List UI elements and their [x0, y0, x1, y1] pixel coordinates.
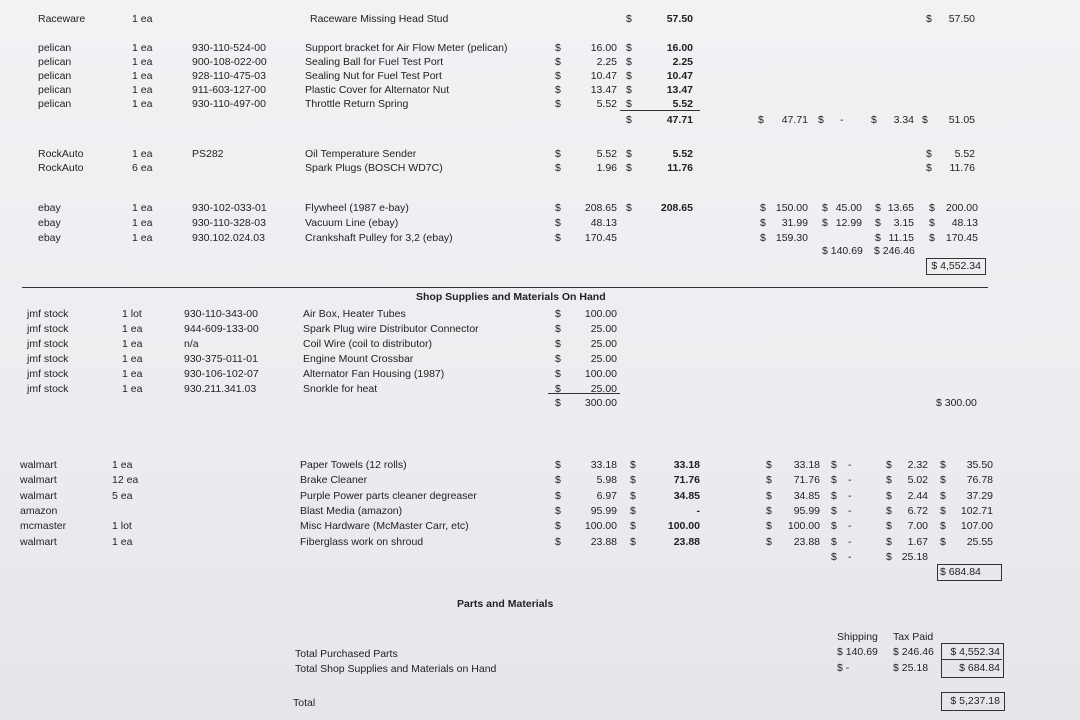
dollar-sign: $: [626, 202, 632, 214]
summary-title: Parts and Materials: [457, 598, 554, 610]
qty-cell: 1 ea: [122, 338, 143, 350]
vendor-cell: pelican: [38, 70, 72, 82]
description-cell: Oil Temperature Sender: [305, 148, 417, 160]
dollar-sign: $: [940, 459, 946, 471]
dollar-sign: $: [555, 217, 561, 229]
tax-cell: 2.44: [907, 490, 928, 502]
vendor-cell: ebay: [38, 232, 61, 244]
description-cell: Alternator Fan Housing (1987): [303, 368, 445, 380]
description-cell: Support bracket for Air Flow Meter (pelican): [305, 42, 508, 54]
pelican-tax: 3.34: [893, 114, 914, 126]
description-cell: Misc Hardware (McMaster Carr, etc): [300, 520, 469, 532]
dollar-sign: $: [626, 13, 632, 25]
part-number-cell: 930-375-011-01: [184, 353, 258, 365]
value-cell: 100.00: [584, 368, 617, 380]
value-cell: 25.00: [590, 383, 617, 395]
line-total-cell: 10.47: [666, 70, 693, 82]
dollar-sign: $: [555, 490, 561, 502]
qty-cell: 1 ea: [122, 353, 143, 365]
part-number-cell: 911-603-127-00: [192, 84, 266, 96]
vendor-cell: pelican: [38, 84, 72, 96]
dollar-sign: $: [630, 474, 636, 486]
pelican-shipping: -: [840, 114, 844, 126]
cost-cell: 23.88: [793, 536, 820, 548]
line-total-cell: 2.25: [672, 56, 693, 68]
vendor-cell: jmf stock: [27, 368, 69, 380]
dollar-sign: $: [760, 202, 766, 214]
description-cell: Plastic Cover for Alternator Nut: [305, 84, 450, 96]
dollar-sign: $: [822, 217, 828, 229]
grand-total-label: Total: [293, 697, 316, 709]
vendor-cell: ebay: [38, 217, 61, 229]
dollar-sign: $: [555, 520, 561, 532]
qty-cell: 1 ea: [132, 84, 153, 96]
ebay-d-cell: 200.00: [945, 202, 978, 214]
unit-price-cell: 95.99: [590, 505, 617, 517]
dollar-sign: $: [555, 202, 561, 214]
dollar-sign: $: [760, 217, 766, 229]
description-cell: Purple Power parts cleaner degreaser: [300, 490, 477, 502]
ebay-tax-subtotal: $ 246.46: [874, 245, 915, 257]
qty-cell: 12 ea: [112, 474, 139, 486]
cost-cell: 95.99: [793, 505, 820, 517]
qty-cell: 5 ea: [112, 490, 133, 502]
dollar-sign: $: [766, 505, 772, 517]
dollar-sign: $: [886, 520, 892, 532]
qty-cell: 1 ea: [132, 148, 153, 160]
unit-price-cell: 2.25: [596, 56, 617, 68]
dollar-sign: $: [630, 505, 636, 517]
unit-price-cell: 100.00: [584, 520, 617, 532]
line-total-cell: 16.00: [666, 42, 693, 54]
dollar-sign: $: [555, 232, 561, 244]
total-cell: 35.50: [966, 459, 993, 471]
description-cell: Crankshaft Pulley for 3,2 (ebay): [305, 232, 453, 244]
vendor-cell: walmart: [20, 536, 57, 548]
total-cell: 11.76: [949, 162, 975, 174]
unit-price-cell: 5.52: [596, 148, 617, 160]
pelican-subtotal: 47.71: [666, 114, 693, 126]
vendor-cell: pelican: [38, 42, 72, 54]
line-total-cell: 208.65: [660, 202, 693, 214]
value-cell: 25.00: [590, 353, 617, 365]
dollar-sign: $: [922, 114, 928, 126]
dollar-sign: $: [831, 551, 837, 563]
dollar-sign: $: [555, 397, 561, 409]
dollar-sign: $: [929, 232, 935, 244]
part-number-cell: 930.102.024.03: [192, 232, 265, 244]
dollar-sign: $: [630, 459, 636, 471]
dollar-sign: $: [926, 13, 932, 25]
dollar-sign: $: [555, 308, 561, 320]
ebay-c-cell: 3.15: [893, 217, 914, 229]
dollar-sign: $: [929, 202, 935, 214]
description-cell: Vacuum Line (ebay): [305, 217, 399, 229]
dollar-sign: $: [831, 520, 837, 532]
unit-price-cell: 5.52: [596, 98, 617, 110]
dollar-sign: $: [626, 56, 632, 68]
vendor-cell: walmart: [20, 459, 57, 471]
description-cell: Raceware Missing Head Stud: [310, 13, 449, 25]
dollar-sign: $: [886, 536, 892, 548]
part-number-cell: 930-110-328-03: [192, 217, 266, 229]
dollar-sign: $: [875, 217, 881, 229]
dollar-sign: $: [555, 353, 561, 365]
cost-cell: 34.85: [793, 490, 820, 502]
line-total-cell: 33.18: [673, 459, 700, 471]
unit-price-cell: 33.18: [590, 459, 617, 471]
summary-totals-divider: [941, 659, 1002, 660]
dollar-sign: $: [555, 383, 561, 395]
dollar-sign: $: [555, 162, 561, 174]
description-cell: Snorkle for heat: [303, 383, 378, 395]
dollar-sign: $: [630, 536, 636, 548]
vendor-cell: pelican: [38, 98, 72, 110]
unit-price-cell: 208.65: [584, 202, 617, 214]
description-cell: Flywheel (1987 e-bay): [305, 202, 409, 214]
total-cell: 25.55: [966, 536, 993, 548]
description-cell: Fiberglass work on shroud: [300, 536, 424, 548]
dollar-sign: $: [940, 520, 946, 532]
dollar-sign: $: [886, 551, 892, 563]
shipping-cell: -: [848, 536, 852, 548]
part-number-cell: 930-110-524-00: [192, 42, 266, 54]
dollar-sign: $: [555, 536, 561, 548]
dollar-sign: $: [555, 368, 561, 380]
dollar-sign: $: [940, 536, 946, 548]
shipping-column-header: Shipping: [837, 631, 878, 643]
dollar-sign: $: [831, 459, 837, 471]
ebay-a-cell: 159.30: [775, 232, 808, 244]
pelican-total: 51.05: [948, 114, 975, 126]
pelican-subtotal-rule: [620, 110, 700, 111]
unit-price-cell: 170.45: [584, 232, 617, 244]
line-total-cell: 11.76: [667, 162, 693, 174]
description-cell: Air Box, Heater Tubes: [303, 308, 406, 320]
vendor-cell: jmf stock: [27, 338, 69, 350]
ebay-d-cell: 48.13: [951, 217, 978, 229]
qty-cell: 1 ea: [132, 98, 153, 110]
unit-price-cell: 10.47: [590, 70, 617, 82]
qty-cell: 1 ea: [132, 56, 153, 68]
dollar-sign: $: [555, 56, 561, 68]
summary-label-supplies: Total Shop Supplies and Materials on Hand: [295, 663, 497, 675]
part-number-cell: 930-110-343-00: [184, 308, 258, 320]
qty-cell: 1 ea: [132, 217, 153, 229]
line-total-cell: 13.47: [666, 84, 693, 96]
walmart-tax-subtotal: 25.18: [901, 551, 928, 563]
dollar-sign: $: [940, 474, 946, 486]
vendor-cell: jmf stock: [27, 383, 69, 395]
vendor-cell: jmf stock: [27, 323, 69, 335]
dollar-sign: $: [831, 490, 837, 502]
total-cell: 102.71: [960, 505, 993, 517]
tax-cell: 2.32: [907, 459, 928, 471]
vendor-cell: jmf stock: [27, 308, 69, 320]
dollar-sign: $: [555, 505, 561, 517]
part-number-cell: 928-110-475-03: [192, 70, 266, 82]
jmf-subtotal: 300.00: [584, 397, 617, 409]
total-cell: 76.78: [966, 474, 993, 486]
unit-price-cell: 13.47: [590, 84, 617, 96]
qty-cell: 1 ea: [122, 323, 143, 335]
qty-cell: 1 ea: [132, 13, 153, 25]
qty-cell: 1 ea: [132, 70, 153, 82]
part-number-cell: n/a: [184, 338, 199, 350]
dollar-sign: $: [766, 459, 772, 471]
dollar-sign: $: [555, 323, 561, 335]
dollar-sign: $: [766, 520, 772, 532]
dollar-sign: $: [760, 232, 766, 244]
ebay-shipping-subtotal: $ 140.69: [822, 245, 863, 257]
cost-cell: 71.76: [793, 474, 820, 486]
shipping-cell: -: [848, 505, 852, 517]
dollar-sign: $: [555, 338, 561, 350]
summary-total-purchased: $ 4,552.34: [950, 646, 1000, 658]
summary-tax-supplies: $ 25.18: [893, 662, 929, 674]
ebay-b-cell: 45.00: [835, 202, 862, 214]
vendor-cell: RockAuto: [38, 148, 84, 160]
dollar-sign: $: [626, 162, 632, 174]
dollar-sign: $: [555, 42, 561, 54]
dollar-sign: $: [831, 474, 837, 486]
tax-cell: 6.72: [907, 505, 928, 517]
qty-cell: 1 ea: [132, 202, 153, 214]
description-cell: Sealing Nut for Fuel Test Port: [305, 70, 442, 82]
dollar-sign: $: [886, 459, 892, 471]
dollar-sign: $: [555, 84, 561, 96]
dollar-sign: $: [626, 98, 632, 110]
total-cell: 5.52: [954, 148, 975, 160]
value-cell: 25.00: [590, 338, 617, 350]
unit-price-cell: 6.97: [596, 490, 617, 502]
line-total-cell: 100.00: [667, 520, 700, 532]
dollar-sign: $: [926, 162, 932, 174]
line-total-cell: 23.88: [673, 536, 700, 548]
vendor-cell: walmart: [20, 474, 57, 486]
dollar-sign: $: [766, 474, 772, 486]
shipping-cell: -: [848, 474, 852, 486]
qty-cell: 1 lot: [122, 308, 142, 320]
dollar-sign: $: [758, 114, 764, 126]
vendor-cell: mcmaster: [20, 520, 67, 532]
description-cell: Sealing Ball for Fuel Test Port: [305, 56, 444, 68]
unit-price-cell: 16.00: [590, 42, 617, 54]
dollar-sign: $: [630, 490, 636, 502]
purchased-total: $ 4,552.34: [931, 260, 981, 272]
total-cell: 57.50: [948, 13, 975, 25]
line-total-cell: 5.52: [672, 148, 693, 160]
jmf-total: $ 300.00: [936, 397, 977, 409]
dollar-sign: $: [831, 536, 837, 548]
vendor-cell: walmart: [20, 490, 57, 502]
dollar-sign: $: [871, 114, 877, 126]
qty-cell: 1 ea: [112, 459, 133, 471]
qty-cell: 1 ea: [122, 368, 143, 380]
description-cell: Engine Mount Crossbar: [303, 353, 414, 365]
value-cell: 100.00: [584, 308, 617, 320]
part-number-cell: 930-106-102-07: [184, 368, 259, 380]
tax-column-header: Tax Paid: [893, 631, 934, 643]
dollar-sign: $: [766, 490, 772, 502]
description-cell: Coil Wire (coil to distributor): [303, 338, 432, 350]
unit-price-cell: 23.88: [590, 536, 617, 548]
dollar-sign: $: [940, 490, 946, 502]
qty-cell: 1 ea: [132, 42, 153, 54]
summary-tax-purchased: $ 246.46: [893, 646, 934, 658]
dollar-sign: $: [940, 505, 946, 517]
ebay-b-cell: 12.99: [835, 217, 862, 229]
dollar-sign: $: [626, 148, 632, 160]
tax-cell: 5.02: [907, 474, 928, 486]
dollar-sign: $: [555, 70, 561, 82]
dollar-sign: $: [929, 217, 935, 229]
total-cell: 107.00: [960, 520, 993, 532]
description-cell: Throttle Return Spring: [305, 98, 409, 110]
part-number-cell: 944-609-133-00: [184, 323, 259, 335]
line-total-cell: 57.50: [666, 13, 693, 25]
dollar-sign: $: [626, 114, 632, 126]
vendor-cell: ebay: [38, 202, 61, 214]
dollar-sign: $: [555, 98, 561, 110]
pelican-cost: 47.71: [781, 114, 808, 126]
description-cell: Spark Plugs (BOSCH WD7C): [305, 162, 443, 174]
line-total-cell: 5.52: [672, 98, 693, 110]
ebay-c-cell: 11.15: [888, 232, 914, 244]
line-total-cell: 71.76: [673, 474, 700, 486]
description-cell: Blast Media (amazon): [300, 505, 403, 517]
dollar-sign: $: [555, 148, 561, 160]
grand-total-value: $ 5,237.18: [950, 695, 1000, 707]
ebay-d-cell: 170.45: [945, 232, 978, 244]
shipping-cell: -: [848, 490, 852, 502]
summary-shipping-supplies: $ -: [837, 662, 850, 674]
dollar-sign: $: [831, 505, 837, 517]
vendor-cell: amazon: [20, 505, 58, 517]
description-cell: Paper Towels (12 rolls): [300, 459, 407, 471]
vendor-cell: pelican: [38, 56, 72, 68]
summary-shipping-purchased: $ 140.69: [837, 646, 878, 658]
supplies-total: $ 684.84: [940, 566, 981, 578]
dollar-sign: $: [626, 84, 632, 96]
qty-cell: 1 ea: [122, 383, 143, 395]
dollar-sign: $: [630, 520, 636, 532]
description-cell: Spark Plug wire Distributor Connector: [303, 323, 479, 335]
qty-cell: 6 ea: [132, 162, 153, 174]
shop-supplies-heading: Shop Supplies and Materials On Hand: [416, 291, 606, 303]
tax-cell: 7.00: [907, 520, 928, 532]
dollar-sign: $: [626, 70, 632, 82]
qty-cell: 1 ea: [132, 232, 153, 244]
dollar-sign: $: [926, 148, 932, 160]
ebay-c-cell: 13.65: [887, 202, 914, 214]
vendor-cell: RockAuto: [38, 162, 84, 174]
part-number-cell: 900-108-022-00: [192, 56, 267, 68]
cost-cell: 33.18: [793, 459, 820, 471]
unit-price-cell: 5.98: [596, 474, 617, 486]
dollar-sign: $: [875, 202, 881, 214]
dollar-sign: $: [766, 536, 772, 548]
unit-price-cell: 1.96: [596, 162, 617, 174]
summary-total-supplies: $ 684.84: [959, 662, 1000, 674]
qty-cell: 1 lot: [112, 520, 132, 532]
dollar-sign: $: [886, 474, 892, 486]
tax-cell: 1.67: [907, 536, 928, 548]
cost-cell: 100.00: [787, 520, 820, 532]
line-total-cell: 34.85: [673, 490, 700, 502]
qty-cell: 1 ea: [112, 536, 133, 548]
shipping-cell: -: [848, 459, 852, 471]
walmart-shipping-subtotal: -: [848, 551, 852, 563]
value-cell: 25.00: [590, 323, 617, 335]
dollar-sign: $: [875, 232, 881, 244]
dollar-sign: $: [818, 114, 824, 126]
vendor-cell: Raceware: [38, 13, 86, 25]
description-cell: Brake Cleaner: [300, 474, 368, 486]
unit-price-cell: 48.13: [590, 217, 617, 229]
part-number-cell: PS282: [192, 148, 224, 160]
vendor-cell: jmf stock: [27, 353, 69, 365]
dollar-sign: $: [555, 474, 561, 486]
dollar-sign: $: [626, 42, 632, 54]
part-number-cell: 930-102-033-01: [192, 202, 267, 214]
summary-totals-box: [941, 643, 1004, 678]
dollar-sign: $: [886, 490, 892, 502]
total-cell: 37.29: [966, 490, 993, 502]
shipping-cell: -: [848, 520, 852, 532]
jmf-subtotal-rule: [548, 393, 620, 394]
part-number-cell: 930-110-497-00: [192, 98, 266, 110]
line-total-cell: -: [696, 505, 700, 517]
dollar-sign: $: [822, 202, 828, 214]
part-number-cell: 930.211.341.03: [184, 383, 257, 395]
section-divider: [22, 287, 988, 288]
ebay-a-cell: 31.99: [781, 217, 808, 229]
dollar-sign: $: [555, 459, 561, 471]
summary-label-purchased: Total Purchased Parts: [295, 648, 398, 660]
ebay-a-cell: 150.00: [775, 202, 808, 214]
dollar-sign: $: [886, 505, 892, 517]
